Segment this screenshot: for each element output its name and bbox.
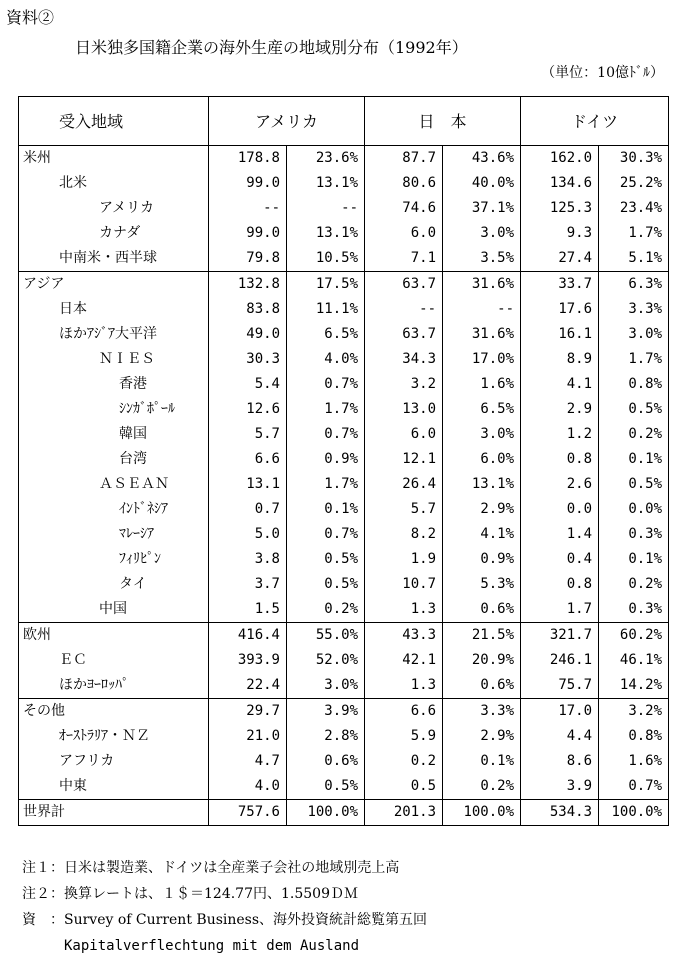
germany-share: 0.1% [628, 451, 663, 467]
usa-share: 0.9% [287, 447, 365, 472]
germany-value: 246.1 [521, 648, 599, 673]
germany-value: 0.0 [521, 497, 599, 522]
usa-value: 49.0 [209, 322, 287, 347]
table-row [19, 673, 669, 699]
germany-value: 75.7 [521, 673, 599, 699]
usa-share: 2.8% [287, 724, 365, 749]
usa-share: 0.5% [287, 774, 365, 800]
region-label: 北米 [19, 171, 209, 196]
japan-share: 0.2% [443, 774, 521, 800]
usa-value: 4.7 [209, 749, 287, 774]
germany-value: 1.2 [521, 422, 599, 447]
japan-share: 3.0% [443, 422, 521, 447]
japan-value: 26.4 [365, 472, 443, 497]
japan-value: 10.7 [365, 572, 443, 597]
region-label: 台湾 [19, 447, 209, 472]
usa-share: -- [287, 196, 365, 221]
japan-share: 1.6% [443, 372, 521, 397]
source-note-cont: Kapitalverflechtung mit dem Ausland [22, 938, 360, 954]
region-label: ﾌｨﾘﾋﾟﾝ [19, 547, 209, 572]
region-label: 米州 [19, 146, 209, 172]
table-row [19, 724, 669, 749]
usa-value: 21.0 [209, 724, 287, 749]
germany-share: 0.0% [628, 501, 663, 517]
usa-share: 1.7% [287, 397, 365, 422]
usa-value: 99.0 [209, 171, 287, 196]
japan-value: 80.6 [365, 171, 443, 196]
japan-value: 63.7 [365, 272, 443, 298]
header-japan: 日 本 [365, 97, 521, 146]
germany-value: 0.4 [521, 547, 599, 572]
region-label: 中南米・西半球 [19, 246, 209, 272]
table-row [19, 422, 669, 447]
table-row [19, 447, 669, 472]
usa-value: 132.8 [209, 272, 287, 298]
germany-value: 17.0 [521, 699, 599, 725]
japan-share: 17.0% [443, 347, 521, 372]
germany-share: 0.2% [628, 426, 663, 442]
table-row [19, 648, 669, 673]
germany-value: 1.7 [521, 597, 599, 623]
japan-value: 13.0 [365, 397, 443, 422]
usa-share: 55.0% [287, 623, 365, 649]
germany-value: 33.7 [521, 272, 599, 298]
usa-value: 6.6 [209, 447, 287, 472]
region-label: ﾏﾚｰｼｱ [19, 522, 209, 547]
table-row [19, 246, 669, 272]
japan-share: 31.6% [443, 272, 521, 298]
region-label: アフリカ [19, 749, 209, 774]
japan-value: 6.0 [365, 422, 443, 447]
japan-share: 3.0% [443, 221, 521, 246]
table-row [19, 171, 669, 196]
usa-value: 5.7 [209, 422, 287, 447]
germany-value: 162.0 [521, 146, 599, 172]
header-usa: アメリカ [209, 97, 365, 146]
germany-value: 3.9 [521, 774, 599, 800]
usa-share: 13.1% [287, 221, 365, 246]
region-label: ｲﾝﾄﾞﾈｼｱ [19, 497, 209, 522]
germany-value: 0.8 [521, 447, 599, 472]
germany-value: 16.1 [521, 322, 599, 347]
japan-share: 4.1% [443, 522, 521, 547]
region-label: 欧州 [19, 623, 209, 649]
region-label: ＡＳＥＡＮ [19, 472, 209, 497]
germany-share: 0.5% [628, 401, 663, 417]
germany-share: 1.6% [628, 753, 663, 769]
japan-value: 5.7 [365, 497, 443, 522]
header-germany: ドイツ [521, 97, 669, 146]
japan-value: 63.7 [365, 322, 443, 347]
japan-value: 34.3 [365, 347, 443, 372]
japan-value: 1.3 [365, 673, 443, 699]
usa-value: 4.0 [209, 774, 287, 800]
distribution-table [18, 96, 669, 826]
germany-share: 0.3% [628, 526, 663, 542]
usa-share: 0.5% [287, 572, 365, 597]
region-label: アメリカ [19, 196, 209, 221]
usa-value: -- [209, 196, 287, 221]
region-label: 中国 [19, 597, 209, 623]
japan-share: 5.3% [443, 572, 521, 597]
japan-share: 20.9% [443, 648, 521, 673]
japan-share: 0.9% [443, 547, 521, 572]
usa-share: 100.0% [287, 800, 365, 826]
japan-share: 31.6% [443, 322, 521, 347]
japan-value: 5.9 [365, 724, 443, 749]
germany-share: 5.1% [628, 250, 663, 266]
document-label: 資料② [6, 8, 55, 27]
table-row [19, 597, 669, 623]
germany-value: 8.9 [521, 347, 599, 372]
germany-share: 23.4% [619, 200, 663, 216]
table-row [19, 522, 669, 547]
usa-value: 393.9 [209, 648, 287, 673]
japan-share: -- [443, 297, 521, 322]
japan-value: 7.1 [365, 246, 443, 272]
japan-value: 6.0 [365, 221, 443, 246]
usa-share: 17.5% [287, 272, 365, 298]
germany-share: 100.0% [599, 800, 669, 826]
usa-share: 3.9% [287, 699, 365, 725]
usa-share: 11.1% [287, 297, 365, 322]
germany-value: 27.4 [521, 246, 599, 272]
germany-share: 60.2% [599, 623, 669, 649]
germany-share: 14.2% [619, 677, 663, 693]
japan-share: 3.5% [443, 246, 521, 272]
table-row [19, 623, 669, 649]
usa-value: 99.0 [209, 221, 287, 246]
usa-value: 178.8 [209, 146, 287, 172]
germany-share: 0.3% [628, 601, 663, 617]
japan-value: 12.1 [365, 447, 443, 472]
germany-value: 2.6 [521, 472, 599, 497]
region-label: ＮＩＥＳ [19, 347, 209, 372]
japan-share: 21.5% [443, 623, 521, 649]
table-body [19, 146, 669, 826]
germany-value: 0.8 [521, 572, 599, 597]
table-row [19, 322, 669, 347]
japan-value: 1.9 [365, 547, 443, 572]
header-region: 受入地域 [19, 97, 209, 146]
germany-share: 0.8% [628, 376, 663, 392]
table-row [19, 297, 669, 322]
usa-share: 13.1% [287, 171, 365, 196]
japan-value: 0.5 [365, 774, 443, 800]
region-label: アジア [19, 272, 209, 298]
germany-value: 9.3 [521, 221, 599, 246]
germany-value: 8.6 [521, 749, 599, 774]
japan-value: 42.1 [365, 648, 443, 673]
table-row [19, 547, 669, 572]
usa-share: 3.0% [287, 673, 365, 699]
usa-value: 757.6 [209, 800, 287, 826]
table-row [19, 221, 669, 246]
table-row [19, 347, 669, 372]
usa-share: 0.5% [287, 547, 365, 572]
japan-value: 3.2 [365, 372, 443, 397]
table-row [19, 397, 669, 422]
table-row [19, 146, 669, 172]
region-label: 世界計 [19, 800, 209, 826]
table-row [19, 699, 669, 725]
table-row [19, 196, 669, 221]
germany-value: 4.1 [521, 372, 599, 397]
japan-share: 3.3% [443, 699, 521, 725]
region-label: 中東 [19, 774, 209, 800]
usa-share: 4.0% [287, 347, 365, 372]
usa-share: 0.6% [287, 749, 365, 774]
germany-share: 46.1% [619, 652, 663, 668]
usa-share: 52.0% [287, 648, 365, 673]
unit-label: （単位：10億ﾄﾞﾙ） [541, 65, 664, 81]
japan-value: 1.3 [365, 597, 443, 623]
region-label: ほかｱｼﾞｱ大平洋 [19, 322, 209, 347]
germany-share: 3.3% [628, 301, 663, 317]
japan-value: 0.2 [365, 749, 443, 774]
japan-share: 6.0% [443, 447, 521, 472]
germany-share: 1.7% [628, 225, 663, 241]
japan-share: 40.0% [443, 171, 521, 196]
usa-share: 23.6% [287, 146, 365, 172]
usa-value: 12.6 [209, 397, 287, 422]
japan-value: 43.3 [365, 623, 443, 649]
germany-share: 25.2% [619, 175, 663, 191]
table-row [19, 572, 669, 597]
japan-value: 74.6 [365, 196, 443, 221]
germany-value: 4.4 [521, 724, 599, 749]
region-label: カナダ [19, 221, 209, 246]
usa-value: 79.8 [209, 246, 287, 272]
table-row [19, 472, 669, 497]
usa-value: 416.4 [209, 623, 287, 649]
usa-share: 0.7% [287, 372, 365, 397]
region-label: ＥＣ [19, 648, 209, 673]
usa-value: 22.4 [209, 673, 287, 699]
japan-share: 2.9% [443, 497, 521, 522]
germany-share: 0.2% [628, 576, 663, 592]
region-label: 香港 [19, 372, 209, 397]
germany-share: 3.2% [599, 699, 669, 725]
germany-share: 30.3% [599, 146, 669, 172]
table-row [19, 272, 669, 298]
region-label: タイ [19, 572, 209, 597]
usa-value: 5.0 [209, 522, 287, 547]
germany-share: 3.0% [628, 326, 663, 342]
japan-share: 0.1% [443, 749, 521, 774]
table-title: 日米独多国籍企業の海外生産の地域別分布（1992年） [75, 38, 468, 57]
region-label: ｼﾝｶﾞﾎﾟｰﾙ [19, 397, 209, 422]
japan-share: 6.5% [443, 397, 521, 422]
germany-value: 134.6 [521, 171, 599, 196]
germany-value: 321.7 [521, 623, 599, 649]
header-row [19, 97, 669, 146]
germany-share: 0.7% [628, 778, 663, 794]
usa-share: 0.7% [287, 422, 365, 447]
japan-share: 37.1% [443, 196, 521, 221]
note-1: 注１：日米は製造業、ドイツは全産業子会社の地域別売上高 [22, 860, 400, 876]
germany-value: 534.3 [521, 800, 599, 826]
germany-share: 6.3% [599, 272, 669, 298]
japan-value: 87.7 [365, 146, 443, 172]
usa-share: 0.1% [287, 497, 365, 522]
table-row [19, 774, 669, 800]
japan-share: 43.6% [443, 146, 521, 172]
table-row [19, 372, 669, 397]
japan-share: 2.9% [443, 724, 521, 749]
usa-value: 29.7 [209, 699, 287, 725]
usa-value: 5.4 [209, 372, 287, 397]
usa-value: 0.7 [209, 497, 287, 522]
table-row [19, 800, 669, 826]
japan-value: 6.6 [365, 699, 443, 725]
japan-share: 0.6% [443, 673, 521, 699]
germany-value: 17.6 [521, 297, 599, 322]
table-row [19, 749, 669, 774]
germany-share: 1.7% [628, 351, 663, 367]
usa-share: 10.5% [287, 246, 365, 272]
japan-share: 0.6% [443, 597, 521, 623]
usa-share: 1.7% [287, 472, 365, 497]
usa-value: 83.8 [209, 297, 287, 322]
region-label: ｵｰｽﾄﾗﾘｱ・ＮＺ [19, 724, 209, 749]
usa-value: 30.3 [209, 347, 287, 372]
region-label: ほかﾖｰﾛｯﾊﾟ [19, 673, 209, 699]
japan-share: 13.1% [443, 472, 521, 497]
table-row [19, 497, 669, 522]
note-2: 注２：換算レートは、１＄＝124.77円、1.5509ＤＭ [22, 886, 358, 902]
usa-share: 0.7% [287, 522, 365, 547]
region-label: 韓国 [19, 422, 209, 447]
germany-value: 2.9 [521, 397, 599, 422]
japan-value: 201.3 [365, 800, 443, 826]
usa-value: 3.8 [209, 547, 287, 572]
usa-share: 0.2% [287, 597, 365, 623]
region-label: その他 [19, 699, 209, 725]
usa-share: 6.5% [287, 322, 365, 347]
usa-value: 3.7 [209, 572, 287, 597]
germany-value: 1.4 [521, 522, 599, 547]
germany-share: 0.1% [628, 551, 663, 567]
japan-share: 100.0% [443, 800, 521, 826]
usa-value: 1.5 [209, 597, 287, 623]
source-note: 資 ：Survey of Current Business、海外投資統計総覧第五回 [22, 912, 428, 928]
germany-share: 0.5% [628, 476, 663, 492]
japan-value: 8.2 [365, 522, 443, 547]
usa-value: 13.1 [209, 472, 287, 497]
germany-share: 0.8% [628, 728, 663, 744]
region-label: 日本 [19, 297, 209, 322]
germany-value: 125.3 [521, 196, 599, 221]
japan-value: -- [365, 297, 443, 322]
